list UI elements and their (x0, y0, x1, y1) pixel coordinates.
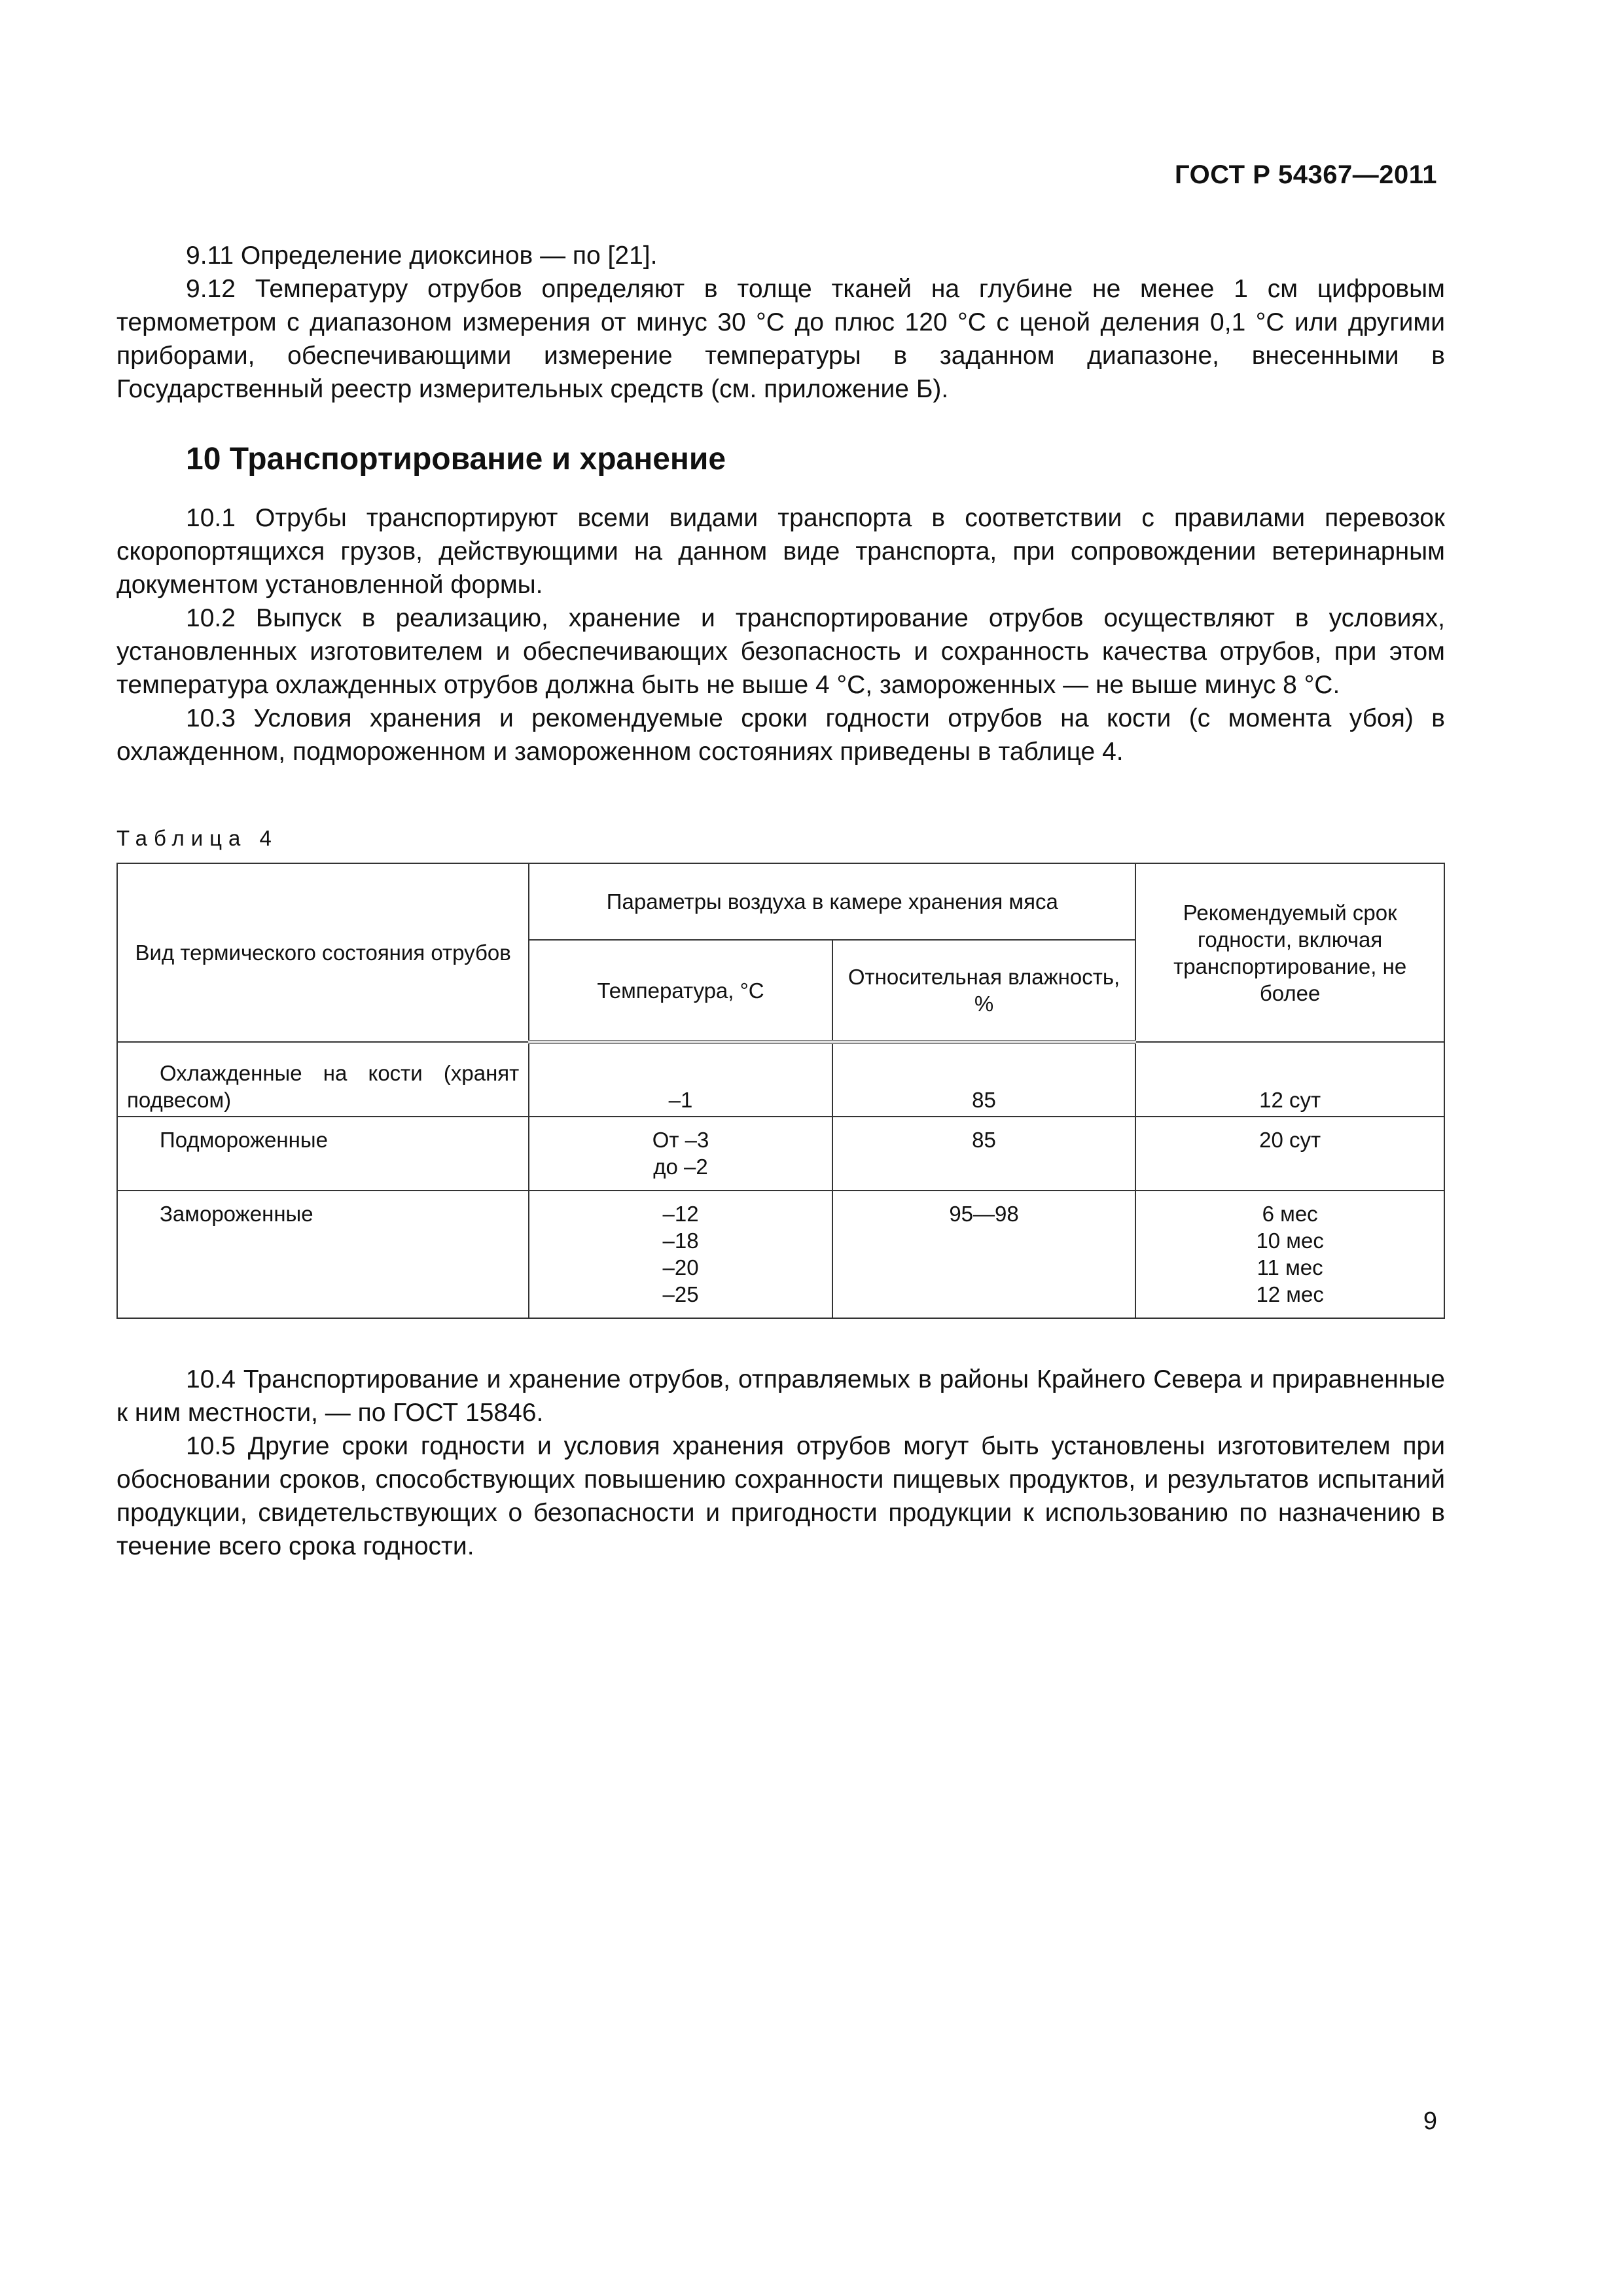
storage-table (116, 863, 1445, 1319)
page-number: 9 (1423, 2108, 1437, 2135)
cell-temperature: –1 (529, 1042, 832, 1117)
header-air-params: Параметры воздуха в камере хранения мяса (529, 863, 1135, 940)
section-10-paragraphs (116, 501, 1445, 768)
cell-humidity: 85 (832, 1117, 1136, 1191)
cell-state: Подмороженные (117, 1117, 529, 1191)
cell-shelf-life: 20 сут (1135, 1117, 1444, 1191)
section-title: 10 Транспортирование и хранение (186, 442, 726, 476)
paragraph-10-2: 10.2 Выпуск в реализацию, хранение и транспортирование отрубов осуществляют в условиях, установленных изготовителем и обеспечивающих безопасность и сохранность качества отрубов, при этом температура охлажденных отрубов должна быть не выше 4 °С, замороженных — не выше минус 8 °С. (116, 604, 1445, 699)
paragraph-10-1: 10.1 Отрубы транспортируют всеми видами транспорта в соответствии с правилами перевозок скоропортящихся грузов, действующими на данном виде транспорта, при сопровождении ветеринарным документом установленной формы. (116, 504, 1445, 599)
paragraph-10-3: 10.3 Условия хранения и рекомендуемые сроки годности отрубов на кости (с момента убоя) в охлажденном, подмороженном и замороженном состояниях приведены в таблице 4. (116, 704, 1445, 766)
cell-temperature: –12 –18 –20 –25 (529, 1191, 832, 1318)
cell-shelf-life: 6 мес 10 мес 11 мес 12 мес (1135, 1191, 1444, 1318)
table-caption: Таблица 4 (116, 826, 278, 850)
table-row (117, 1117, 1444, 1191)
bottom-paragraphs (116, 1363, 1445, 1563)
cell-shelf-life: 12 сут (1135, 1042, 1444, 1117)
cell-state: Охлажденные на кости (хранят подвесом) (117, 1042, 529, 1117)
cell-humidity: 95—98 (832, 1191, 1136, 1318)
paragraph-9-11: 9.11 Определение диоксинов — по [21]. (186, 242, 658, 270)
paragraph-10-4: 10.4 Транспортирование и хранение отрубов, отправляемых в районы Крайнего Севера и приравненные к ним местности, — по ГОСТ 15846. (116, 1365, 1445, 1427)
cell-humidity: 85 (832, 1042, 1136, 1117)
cell-state: Замороженные (117, 1191, 529, 1318)
top-paragraphs (116, 239, 1445, 406)
header-shelf-life: Рекомендуемый срок годности, включая транспортирование, не более (1135, 863, 1444, 1042)
header-state: Вид термического состояния отрубов (117, 863, 529, 1042)
header-humidity: Относительная влажность, % (832, 940, 1136, 1042)
table-header-row (117, 863, 1444, 940)
paragraph-10-5: 10.5 Другие сроки годности и условия хранения отрубов могут быть установлены изготовителем при обосновании сроков, способствующих повышению сохранности пищевых продуктов, и результатов испытаний продукции, свидетельствующих о безопасности и пригодности продукции к использованию по назначению в течение всего срока годности. (116, 1432, 1445, 1560)
cell-temperature: От –3 до –2 (529, 1117, 832, 1191)
table-row (117, 1042, 1444, 1117)
section-10-title-block (116, 440, 1445, 479)
paragraph-9-12: 9.12 Температуру отрубов определяют в толще тканей на глубине не менее 1 см цифровым термометром с диапазоном измерения от минус 30 °С до плюс 120 °С с ценой деления 0,1 °С или другими приборами, обеспечивающими измерение температуры в заданном диапазоне, внесенными в Государственный реестр измерительных средств (см. приложение Б). (116, 275, 1445, 403)
document-header: ГОСТ Р 54367—2011 (1175, 160, 1437, 189)
table-row (117, 1191, 1444, 1318)
header-temperature: Температура, °С (529, 940, 832, 1042)
